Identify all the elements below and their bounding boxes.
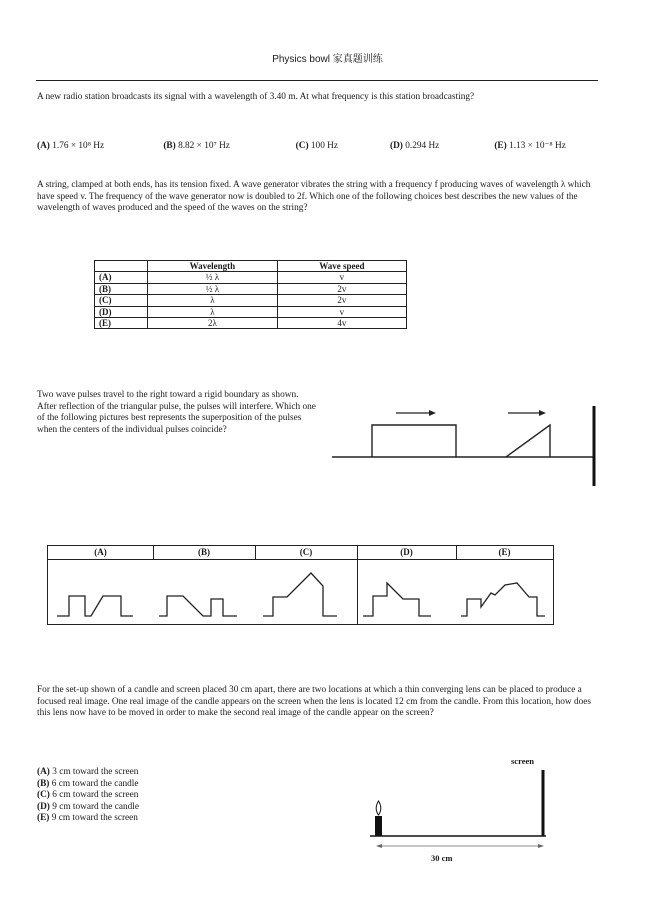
table-cell: (A) (95, 272, 148, 283)
wave-table (94, 260, 407, 329)
question-4-options (37, 767, 139, 825)
question-1-text: A new radio station broadcasts its signal with a wavelength of 3.40 m. At what frequency is this station broadcasting? (37, 92, 475, 102)
square-pulse (372, 425, 456, 457)
table-header-cell: Wavelength (148, 261, 278, 272)
choice-b-waveform (159, 596, 237, 616)
q1-option-a: (A) 1.76 × 10⁸ Hz (37, 141, 105, 151)
header-divider (36, 80, 598, 81)
table-cell: 2v (277, 295, 406, 306)
question-1-options (37, 140, 617, 151)
choice-label-b: (B) (198, 547, 210, 557)
candle (375, 816, 382, 836)
table-cell: (E) (95, 318, 148, 329)
table-header-cell: Wave speed (277, 261, 406, 272)
table-cell: v (277, 306, 406, 317)
wave-table-header (95, 261, 407, 272)
table-cell: (C) (95, 295, 148, 306)
table-cell: 2λ (148, 318, 278, 329)
screen-label: screen (511, 756, 534, 766)
distance-label: 30 cm (431, 853, 453, 863)
triangular-pulse (506, 425, 550, 457)
table-cell: (B) (95, 283, 148, 294)
choice-e-waveform (461, 583, 545, 616)
choice-label-d: (D) (400, 547, 413, 557)
q4-option-d: (D) 9 cm toward the candle (37, 801, 139, 812)
q1-option-c: (C) 100 Hz (295, 141, 339, 151)
question-2-text: A string, clamped at both ends, has its tension fixed. A wave generator vibrates the string with a frequency f producing waves of wavelength λ which have speed v. The frequency of the wave generator now is doubled to 2f. Which one of the following choices best describes the new values of the wavelength of waves produced and the speed of the waves on the string? (37, 180, 591, 214)
table-cell: (D) (95, 306, 148, 317)
q4-option-a: (A) 3 cm toward the screen (37, 767, 139, 777)
table-row (95, 295, 407, 306)
q1-option-d: (D) 0.294 Hz (389, 141, 440, 151)
choice-label-e: (E) (498, 547, 511, 557)
arrow-right-icon (396, 410, 436, 416)
table-cell: ½ λ (148, 283, 278, 294)
pulses-diagram (328, 400, 608, 490)
choice-waveforms (47, 559, 552, 623)
flame-icon (376, 801, 381, 815)
table-cell: λ (148, 306, 278, 317)
choice-label-a: (A) (94, 547, 107, 557)
choice-label-c: (C) (299, 547, 313, 557)
q4-option-e: (E) 9 cm toward the screen (37, 813, 138, 823)
table-cell: λ (148, 295, 278, 306)
table-cell: v (277, 272, 406, 283)
question-3-text: Two wave pulses travel to the right toward a rigid boundary as shown. After reflection of the triangular pulse, the pulses will interfere. Which one of the following pictures best represents the superposition of the pulses when the centers of the individual pulses coincide? (37, 390, 316, 435)
table-header-cell (95, 261, 148, 272)
table-cell: ½ λ (148, 272, 278, 283)
distance-arrow (376, 844, 544, 848)
page-title: Physics bowl 家真题训练 (272, 54, 383, 65)
candle-screen-diagram (360, 760, 560, 860)
table-cell: 4v (277, 318, 406, 329)
choice-c-waveform (263, 573, 337, 616)
question-4-text: For the set-up shown of a candle and screen placed 30 cm apart, there are two locations at which a thin converging lens can be placed to produce a focused real image. One real image of the candle appears on the screen when the lens is located 12 cm from the candle. From this location, how does this lens now have to be moved in order to make the second real image of the candle appear on the screen? (37, 685, 592, 719)
table-row (95, 283, 407, 294)
choice-a-waveform (57, 596, 133, 616)
arrow-right-icon (508, 410, 546, 416)
table-cell: 2v (277, 283, 406, 294)
table-row (95, 306, 407, 317)
q4-option-b: (B) 6 cm toward the candle (37, 778, 139, 789)
q4-option-c: (C) 6 cm toward the screen (37, 790, 139, 800)
q1-option-b: (B) 8.82 × 10⁷ Hz (163, 141, 230, 151)
q1-option-e: (E) 1.13 × 10⁻⁸ Hz (494, 141, 566, 151)
table-row (95, 272, 407, 283)
choice-d-waveform (363, 583, 431, 616)
table-row (95, 318, 407, 329)
